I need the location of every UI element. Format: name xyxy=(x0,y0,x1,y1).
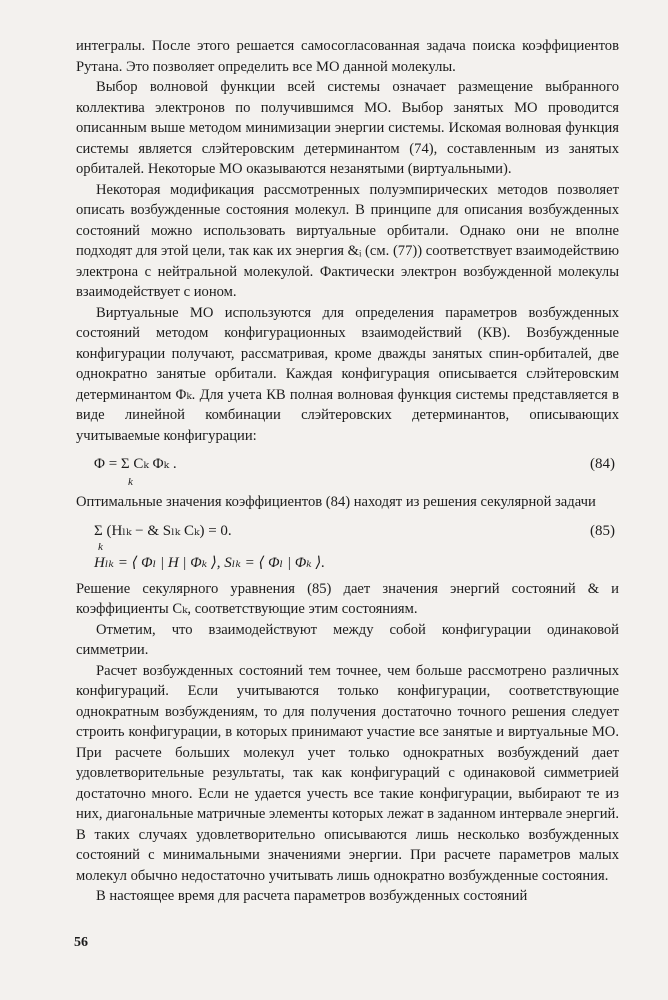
paragraph-1: интегралы. После этого решается самосогласованная задача поиска коэффициентов Рутана. Это позволяет определить все МО данной молекулы. xyxy=(76,38,619,75)
paragraph-5: Оптимальные значения коэффициентов (84) находят из решения секулярной задачи xyxy=(76,494,596,510)
equation-85 xyxy=(76,515,619,553)
equation-84-body: Φ = Σ Cₖ Φₖ . xyxy=(94,456,177,472)
paragraph-2: Выбор волновой функции всей системы означает размещение выбранного коллектива электронов по получившимся МО. Выбор занятых МО проводится описанным выше методом минимизации энергии системы. Искомая волновая функция системы является слэйтеровским детерминантом (74), составленным из занятых орбиталей. Некоторые МО оказываются незанятыми (виртуальными). xyxy=(76,79,619,177)
paragraph-3: Некоторая модификация рассмотренных полуэмпирических методов позволяет описать возбужденные состояния молекул. В принципе для описания возбужденных состояний можно использовать виртуальные орбитали. Однако они не вполне подходят для этой цели, так как их энергия &ᵢ (см. (77)) соответствует взаимодействию электрона с нейтральной молекулой. Фактически электрон возбужденной молекулы взаимодействует с ионом. xyxy=(76,181,619,300)
paragraph-8: Расчет возбужденных состояний тем точнее, чем больше рассмотрено различных конфигураций. Если учитываются только конфигурации, соответствующие однократным возбуждениям, то для получения достаточно точного решения следует строить конфигурации, в которых принимают участие все занятые и виртуальные МО. При расчете больших молекул учет только однократных возбуждений дает удовлетворительные результаты, так как конфигураций с одинаковой симметрией достаточно много. Если не удается учесть все такие конфигурации, выбирают те из них, диагональные матричные элементы которых лежат в заданном интервале энергий. В таких случаях удовлетворительно описываются лишь несколько возбужденных состояний с минимальными значениями энергии. При расчете параметров малых молекул обычно недостаточно учитывать лишь однократно возбужденные состояния. xyxy=(76,662,619,884)
page-number: 56 xyxy=(74,935,88,950)
equation-definitions-body: Hₗₖ = ⟨ Φₗ | H | Φₖ ⟩, Sₗₖ = ⟨ Φₗ | Φₖ ⟩. xyxy=(94,554,326,571)
paragraph-7: Отметим, что взаимодействуют между собой конфигурации одинаковой симметрии. xyxy=(76,621,619,658)
equation-85-number: (85) xyxy=(590,522,615,539)
equation-84-number: (84) xyxy=(590,456,615,472)
equation-84-sum-index: k xyxy=(128,476,133,488)
equation-85-body: Σ (Hₗₖ − & Sₗₖ Cₖ) = 0. xyxy=(94,522,232,539)
page-text xyxy=(76,36,619,907)
equation-definitions xyxy=(76,549,619,579)
paragraph-4: Виртуальные МО используются для определения параметров возбужденных состояний методом конфигурационных взаимодействий (КВ). Возбужденные конфигурации получают, рассматривая, кроме дважды занятых спин-орбиталей, две однократно занятые орбитали. Каждая конфигурация описывается слэйтеровским детерминантом Φₖ. Для учета КВ полная волновая функция системы представляется в виде линейной комбинации слэйтеровских детерминантов, описывающих учитываемые конфигурации: xyxy=(76,304,619,444)
paragraph-6: Решение секулярного уравнения (85) дает значения энергий состояний & и коэффициенты Cₖ, соответствующие этим состояниям. xyxy=(76,580,619,617)
equation-85-sum-index: k xyxy=(98,540,103,553)
paragraph-9: В настоящее время для расчета параметров возбужденных состояний xyxy=(96,888,528,904)
equation-84 xyxy=(76,446,619,486)
